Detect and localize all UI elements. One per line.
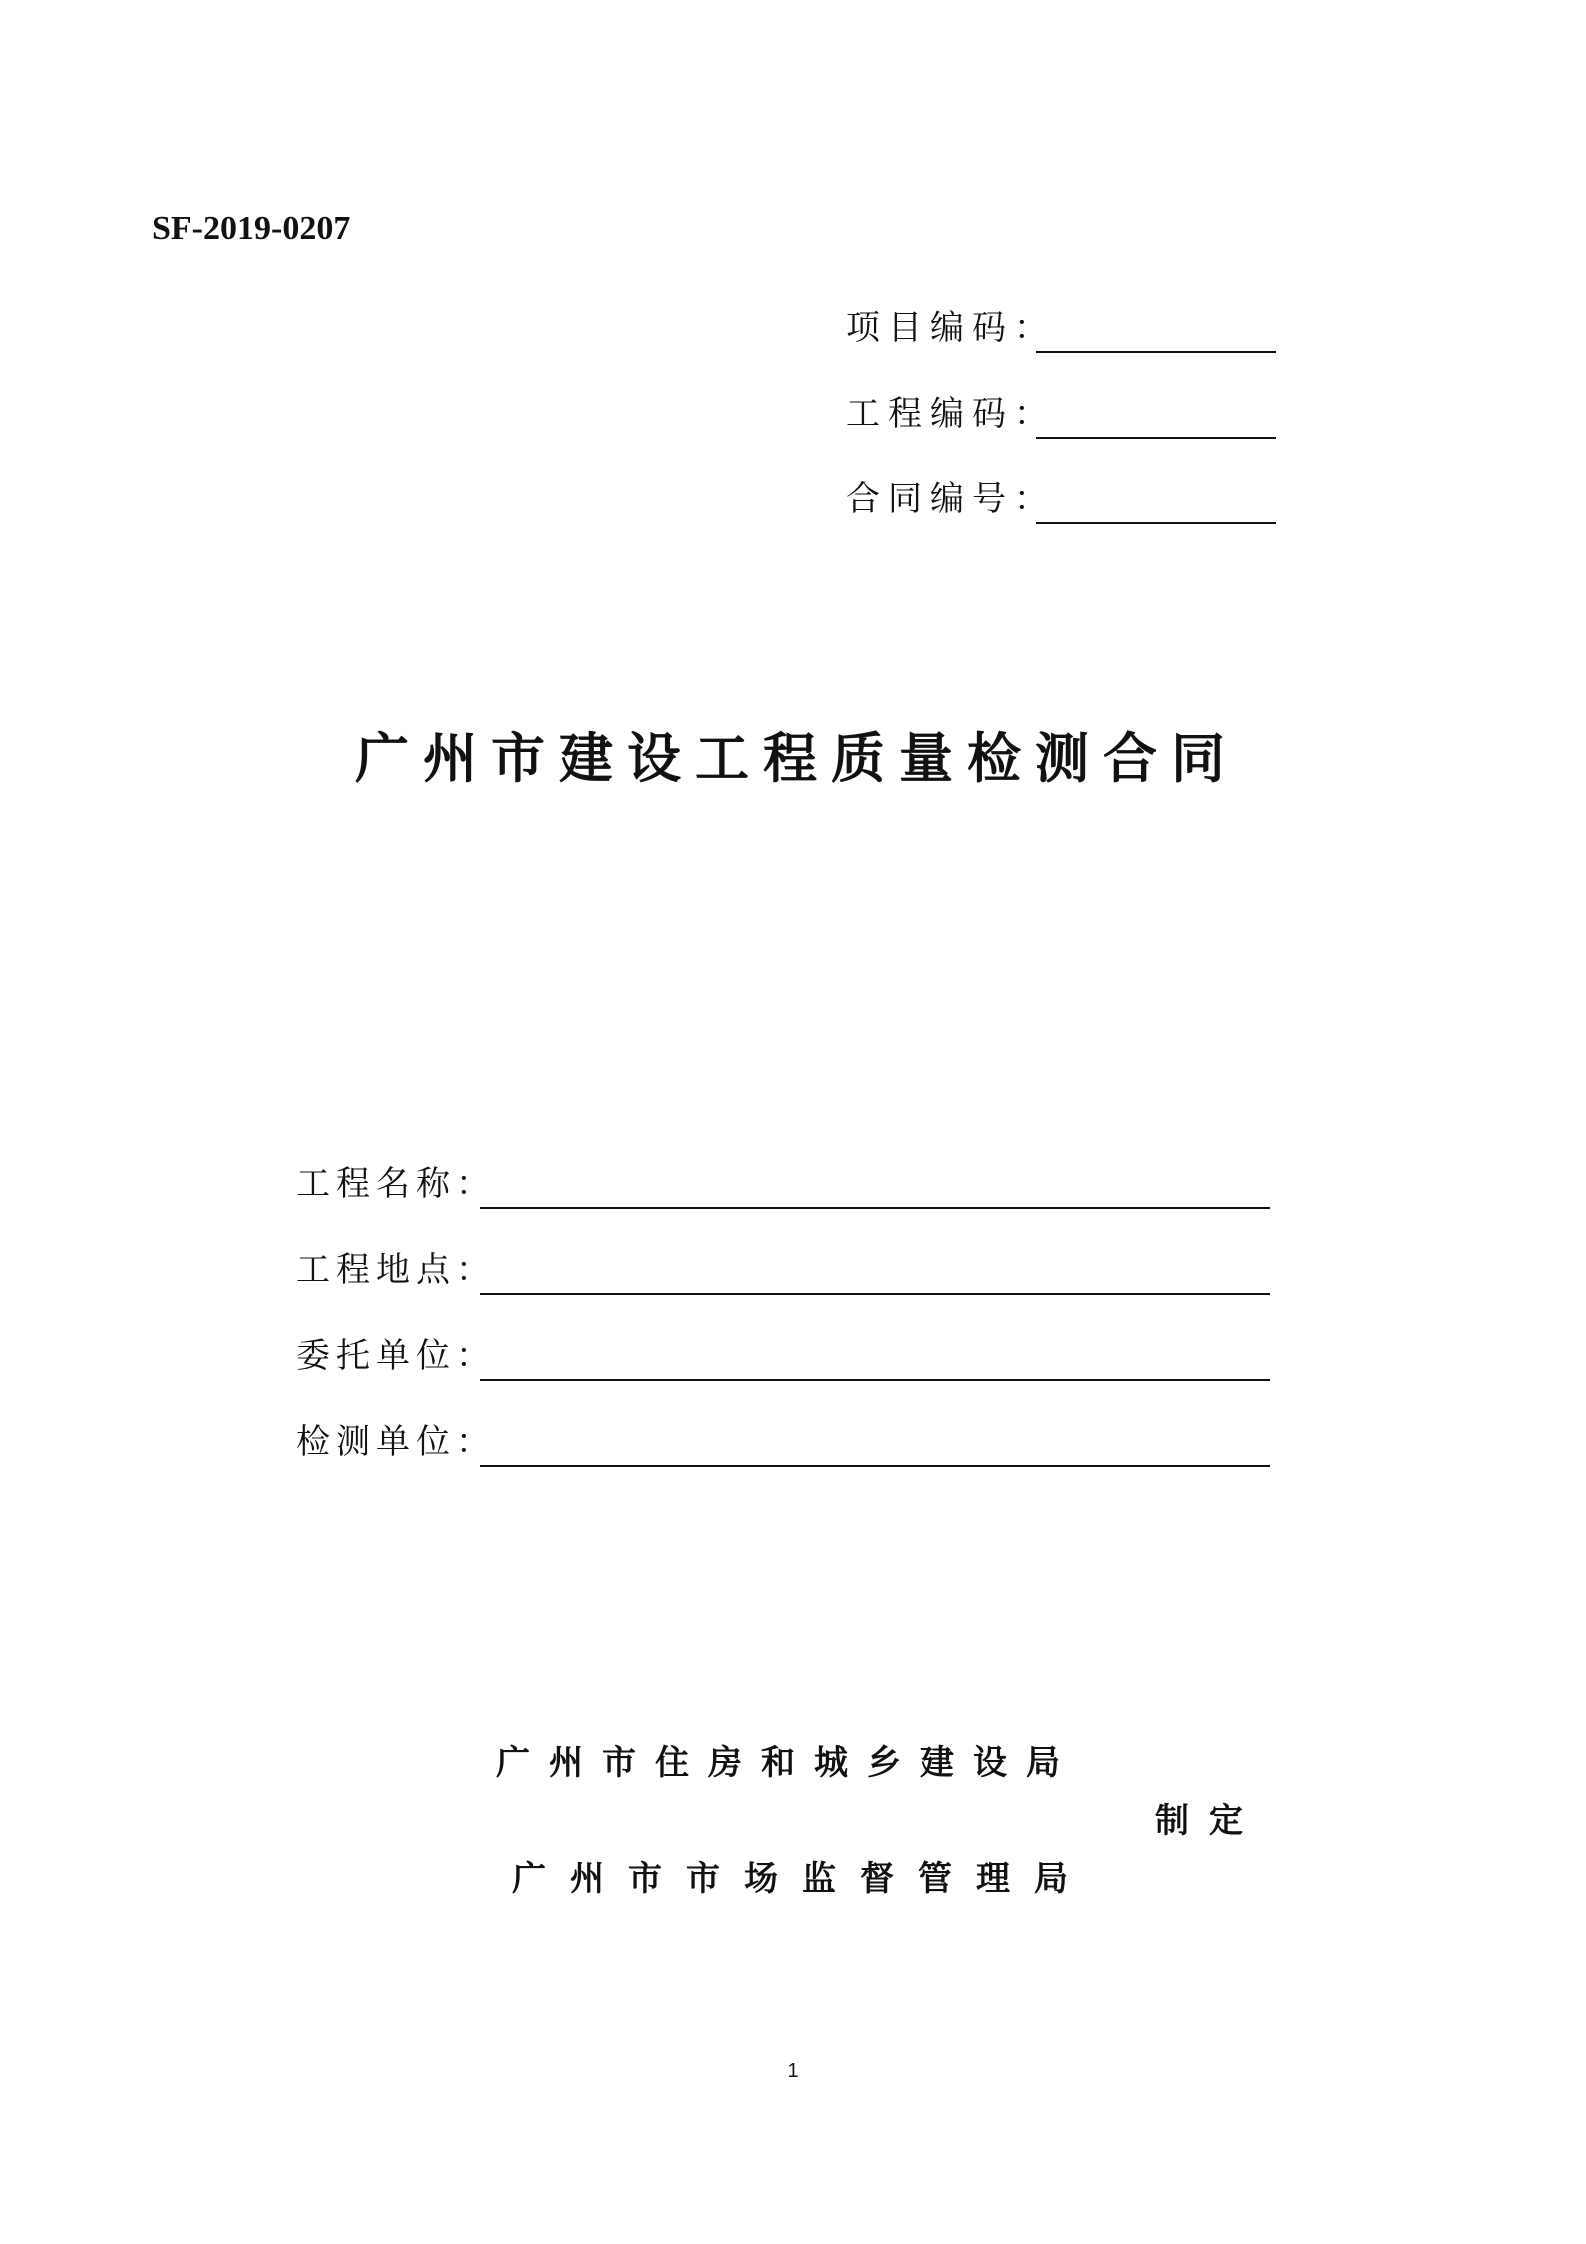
issued-label: 制定 <box>1155 1801 1263 1841</box>
project-location-field <box>296 1245 1270 1297</box>
issuer-housing-bureau: 广州市住房和城乡建设局 <box>496 1743 1079 1783</box>
testing-unit-blank-line <box>480 1465 1270 1467</box>
project-location-blank-line <box>480 1293 1270 1295</box>
client-unit-field <box>296 1331 1270 1383</box>
contract-number-field <box>846 476 1276 526</box>
document-code: SF-2019-0207 <box>152 210 351 247</box>
issuer-market-bureau: 广州市市场监督管理局 <box>512 1859 1092 1899</box>
engineering-code-field <box>846 391 1276 441</box>
document-title: 广州市建设工程质量检测合同 <box>355 727 1239 790</box>
project-code-label: 项目编码： <box>846 308 1056 348</box>
contract-number-label: 合同编号： <box>846 479 1056 519</box>
project-location-label: 工程地点： <box>296 1250 496 1290</box>
project-code-blank-line <box>1036 351 1276 353</box>
engineering-code-label: 工程编码： <box>846 394 1056 434</box>
testing-unit-field <box>296 1417 1270 1469</box>
client-unit-blank-line <box>480 1379 1270 1381</box>
contract-number-blank-line <box>1036 522 1276 524</box>
project-code-field <box>846 305 1276 355</box>
client-unit-label: 委托单位： <box>296 1336 496 1376</box>
project-name-label: 工程名称： <box>296 1164 496 1204</box>
project-name-field <box>296 1159 1270 1211</box>
project-name-blank-line <box>480 1207 1270 1209</box>
page-number: 1 <box>787 2060 799 2082</box>
engineering-code-blank-line <box>1036 437 1276 439</box>
testing-unit-label: 检测单位： <box>296 1422 496 1462</box>
